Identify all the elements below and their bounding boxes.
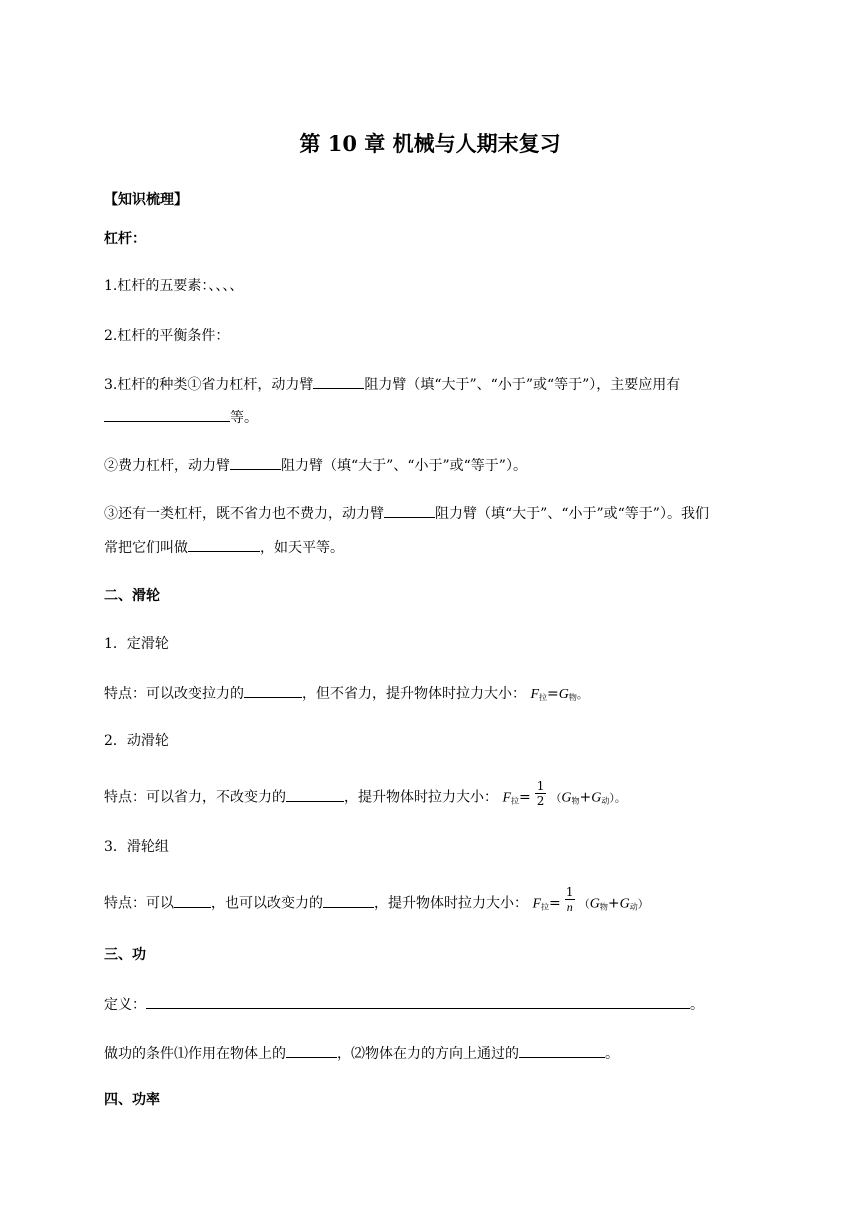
blank-5 (188, 538, 260, 552)
blank-12 (519, 1044, 605, 1058)
lever-equal-line-cont: 常把它们叫做 ，如天平等。 (104, 540, 344, 556)
movable-pulley-heading: 2．动滑轮 (104, 733, 169, 749)
pulley-heading: 二、滑轮 (104, 588, 160, 604)
blank-8 (174, 894, 211, 908)
blank-7 (286, 788, 344, 802)
fraction-one-over-n: $\frac{1}{n}$ (565, 885, 574, 914)
lever-heading: 杠杆： (104, 231, 146, 247)
blank-3 (230, 456, 281, 470)
fraction-one-half: $\frac{1}{2}$ (536, 779, 545, 808)
page-title: 第 10 章 机械与人期末复习 (299, 131, 561, 156)
movable-pulley-feature: 特点：可以省力，不改变力的 ，提升物体时拉力大小： $F_拉=$ $\frac{1}{2}$ $(G_物+G_动)$。 (104, 779, 626, 808)
lever-equal-line: ③还有一类杠杆，既不省力也不费力，动力臂 阻力臂（填“大于”、“小于”或“等于”）。我们 (104, 506, 709, 522)
lever-balance-condition: 2.杠杆的平衡条件： (104, 328, 230, 344)
lever-types-line-cont: 等。 (104, 408, 258, 427)
fixed-pulley-heading: 1．定滑轮 (104, 636, 169, 652)
work-conditions: 做功的条件⑴作用在物体上的 ，⑵物体在力的方向上通过的 。 (104, 1046, 619, 1062)
power-heading: 四、功率 (104, 1092, 160, 1108)
blank-4 (384, 504, 435, 518)
blank-9 (323, 894, 374, 908)
work-heading: 三、功 (104, 947, 146, 963)
blank-6 (244, 684, 302, 698)
pulley-block-feature: 特点：可以 ，也可以改变力的 ，提升物体时拉力大小： $F_拉=$ $\frac{1}{n}$ $(G_物+G_动)$ (104, 885, 649, 914)
lever-effort-line: ②费力杠杆，动力臂 阻力臂（填“大于”、“小于”或“等于”）。 (104, 458, 527, 474)
work-definition: 定义： 。 (104, 997, 704, 1013)
lever-five-elements: 1.杠杆的五要素：、、、、 (104, 278, 244, 294)
blank-11 (286, 1044, 337, 1058)
fixed-pulley-feature: 特点：可以改变拉力的 ，但不省力，提升物体时拉力大小： $F_拉=G_物$。 (104, 686, 588, 702)
pulley-block-heading: 3．滑轮组 (104, 839, 169, 855)
blank-10 (146, 995, 690, 1009)
blank-1 (313, 375, 364, 389)
lever-types-line: 3.杠杆的种类①省力杠杆，动力臂 阻力臂（填“大于”、“小于”或“等于”），主要应用有 (104, 377, 681, 393)
blank-2 (104, 408, 230, 422)
section-heading: 【知识梳理】 (104, 192, 188, 208)
